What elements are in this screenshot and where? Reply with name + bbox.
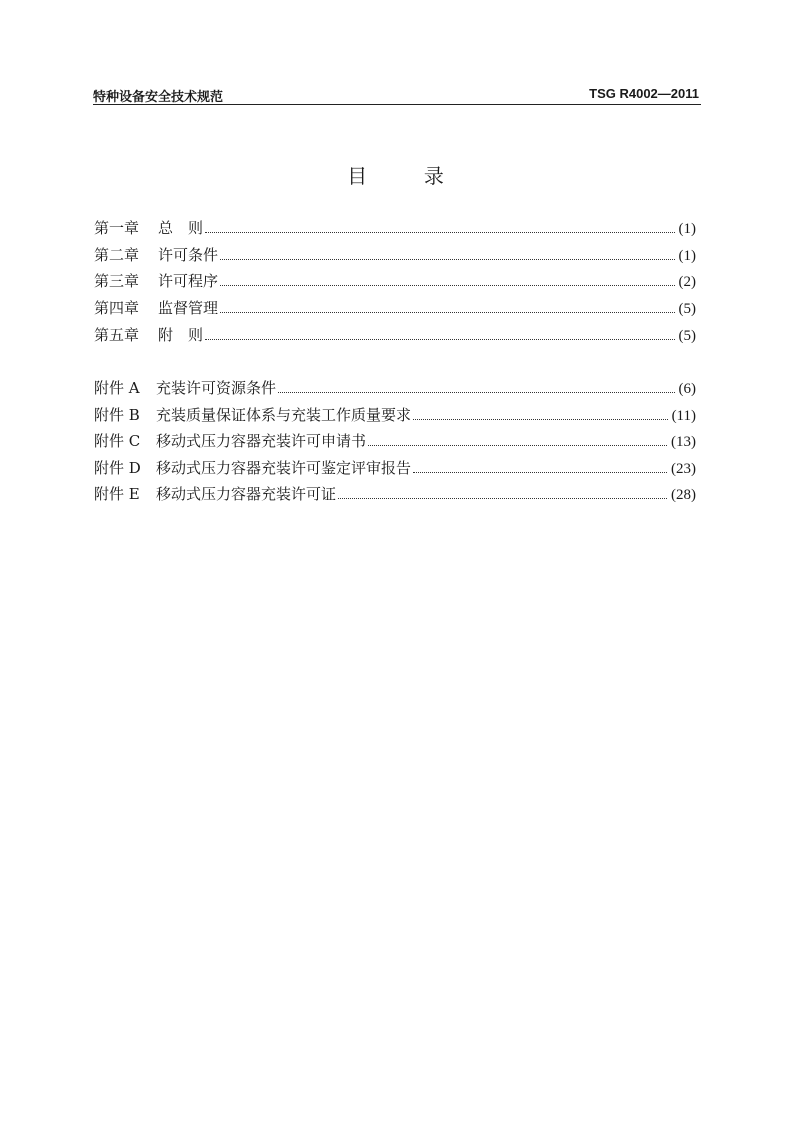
- toc-entry-chapter-4[interactable]: [94, 298, 696, 318]
- toc-entry-appendix-a[interactable]: [94, 378, 696, 398]
- appendix-title: 充装质量保证体系与充装工作质量要求: [156, 406, 412, 424]
- dot-leader: [368, 444, 667, 446]
- dot-leader: [205, 338, 674, 340]
- toc-entry-appendix-d[interactable]: [94, 458, 696, 478]
- running-header: [93, 84, 701, 105]
- chapter-title: 许可条件: [158, 246, 219, 264]
- chapter-title: 附 则: [158, 326, 204, 344]
- chapter-number: 第四章: [94, 299, 140, 317]
- chapter-number: 第二章: [94, 246, 140, 264]
- toc-entry-chapter-5[interactable]: [94, 325, 696, 345]
- title-char-2: 录: [423, 164, 446, 188]
- appendix-number: 附件 E: [94, 485, 140, 503]
- appendix-number: 附件 D: [94, 459, 141, 477]
- chapter-title: 许可程序: [158, 272, 219, 290]
- appendix-number: 附件 B: [94, 406, 140, 424]
- appendix-title: 移动式压力容器充装许可鉴定评审报告: [156, 459, 412, 477]
- toc-entry-chapter-1[interactable]: [94, 218, 696, 238]
- chapter-number: 第三章: [94, 272, 140, 290]
- page-number: (5): [678, 328, 696, 344]
- page-number: (11): [671, 408, 696, 424]
- appendix-title: 移动式压力容器充装许可申请书: [156, 432, 367, 450]
- chapter-title: 总 则: [158, 219, 204, 237]
- chapter-number: 第五章: [94, 326, 140, 344]
- dot-leader: [413, 471, 667, 473]
- appendix-title: 移动式压力容器充装许可证: [156, 485, 337, 503]
- page-number: (5): [678, 301, 696, 317]
- chapter-number: 第一章: [94, 219, 140, 237]
- header-spec-code: TSG R4002—2011: [589, 86, 699, 101]
- dot-leader: [338, 497, 667, 499]
- appendix-title: 充装许可资源条件: [156, 379, 277, 397]
- toc-entry-appendix-e[interactable]: [94, 484, 696, 504]
- dot-leader: [220, 311, 674, 313]
- appendix-number: 附件 C: [94, 432, 141, 450]
- title-char-1: 目: [347, 164, 370, 188]
- header-spec-title: 特种设备安全技术规范: [93, 90, 224, 105]
- dot-leader: [220, 284, 674, 286]
- dot-leader: [413, 418, 668, 420]
- page-title: [0, 160, 793, 189]
- page-number: (2): [678, 274, 696, 290]
- appendix-number: 附件 A: [94, 379, 140, 397]
- toc-entry-appendix-b[interactable]: [94, 405, 696, 425]
- page-number: (23): [671, 461, 696, 477]
- dot-leader: [278, 391, 674, 393]
- page-number: (1): [678, 248, 696, 264]
- page-number: (6): [678, 381, 696, 397]
- toc-entry-chapter-3[interactable]: [94, 271, 696, 291]
- toc-entry-chapter-2[interactable]: [94, 245, 696, 265]
- chapter-title: 监督管理: [158, 299, 219, 317]
- dot-leader: [220, 258, 674, 260]
- page-number: (1): [678, 221, 696, 237]
- page-number: (13): [671, 434, 696, 450]
- page-number: (28): [671, 487, 696, 503]
- dot-leader: [205, 231, 674, 233]
- toc-entry-appendix-c[interactable]: [94, 431, 696, 451]
